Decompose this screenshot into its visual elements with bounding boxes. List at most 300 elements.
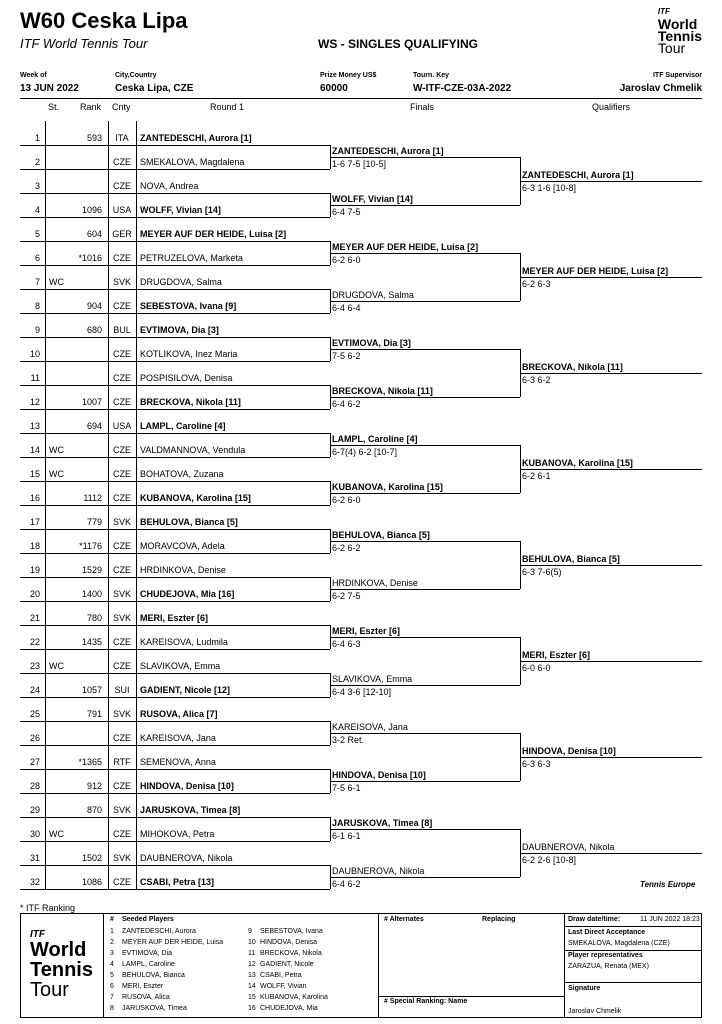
qualifier-winner: DAUBNEROVA, Nikola [522,842,615,852]
player-line [20,289,330,290]
col-round1: Round 1 [210,102,245,112]
round2-score: 6-2 6-2 [332,543,361,553]
round2-winner: HINDOVA, Denisa [10] [332,770,426,780]
key-label: Tourn. Key [413,72,450,79]
round2-score: 6-4 6-3 [332,639,361,649]
player-country: CZE [113,301,131,311]
player-status: WC [49,829,64,839]
player-country: CZE [113,877,131,887]
player-status: WC [49,661,64,671]
prize-label: Prize Money US$ [320,72,377,79]
player-name: ZANTEDESCHI, Aurora [1] [140,133,252,143]
player-country: CZE [113,541,131,551]
signature-value: Jaroslav Chmelik [568,1008,622,1015]
round2-winner: DRUGDOVA, Salma [332,290,414,300]
seed-name: SEBESTOVA, Ivana [260,928,323,935]
player-name: GADIENT, Nicole [12] [140,685,231,695]
player-name: MORAVCOVA, Adela [140,541,225,551]
qualifier-winner: BRECKOVA, Nikola [11] [522,362,623,372]
player-rank: 1112 [83,493,102,503]
player-number: 15 [29,469,40,479]
player-country: CZE [113,493,131,503]
player-country: SVK [112,613,131,623]
tour-subtitle: ITF World Tennis Tour [20,36,148,51]
qualifier-winner: MERI, Eszter [6] [522,650,591,660]
round2-score: 6-4 7-5 [332,207,361,217]
player-rank: 779 [86,517,102,527]
qualifier-winner: BEHULOVA, Bianca [5] [522,554,620,564]
round2-line [330,541,520,542]
player-line [20,529,330,530]
player-number: 3 [34,181,40,191]
itf-ranking-note: * ITF Ranking [20,903,76,913]
itf-logo-line4: Tour [657,40,686,56]
player-line [20,865,330,866]
seed-name: EVTIMOVA, Dia [122,950,173,957]
qualifier-winner: KUBANOVA, Karolina [15] [522,458,633,468]
tennis-europe-logo [640,880,695,889]
player-name: LAMPL, Caroline [4] [140,421,226,431]
player-number: 22 [29,637,40,647]
qualifier-score: 6-2 2-6 [10-8] [522,855,577,865]
round2-line [330,253,520,254]
seed-name: LAMPL, Caroline [122,961,175,968]
seed-number: 13 [248,972,256,979]
qualifier-line [520,853,702,854]
player-rank: *1365 [78,757,102,767]
seed-name: MERI, Eszter [122,983,164,990]
player-country: SVK [112,589,131,599]
player-line [20,505,330,506]
player-line [20,625,330,626]
player-country: SVK [112,517,131,527]
player-number: 27 [29,757,40,767]
player-line [20,409,330,410]
round2-score: 6-2 6-0 [332,255,361,265]
round2-score: 6-7(4) 6-2 [10-7] [332,447,398,457]
player-number: 10 [29,349,40,359]
player-name: PETRUZELOVA, Marketa [140,253,243,263]
qualifier-line [520,757,702,758]
round2-score: 3-2 Ret. [332,735,365,745]
round2-line [330,733,520,734]
player-line [20,265,330,266]
seed-name: WOLFF, Vivian [260,983,307,990]
player-rank: 791 [86,709,102,719]
seed-number: 8 [110,1005,114,1012]
round2-winner: JARUSKOVA, Timea [8] [332,818,433,828]
player-line [20,793,330,794]
player-name: HRDINKOVA, Denise [140,565,226,575]
qualifier-winner: ZANTEDESCHI, Aurora [1] [522,170,634,180]
player-country: CZE [113,469,131,479]
player-number: 32 [29,877,40,887]
player-line [20,217,330,218]
player-country: RTF [113,757,131,767]
player-name: MERI, Eszter [6] [140,613,209,623]
player-name: BRECKOVA, Nikola [11] [140,397,241,407]
player-line [20,241,330,242]
player-name: JARUSKOVA, Timea [8] [140,805,241,815]
player-number: 25 [29,709,40,719]
city-label: City,Country [115,72,157,79]
player-name: RUSOVA, Alica [7] [140,709,218,719]
player-country: CZE [113,445,131,455]
seed-name: KUBANOVA, Karolina [260,994,328,1001]
player-line [20,601,330,602]
player-name: DAUBNEROVA, Nikola [140,853,233,863]
round2-line [330,685,520,686]
event-name: WS - SINGLES QUALIFYING [318,37,479,51]
player-rank: 1086 [81,877,102,887]
footer-logo-line4: Tour [30,979,69,1001]
footer-logo-line2: World [30,939,87,961]
seeded-hash: # [110,916,114,923]
player-name: KAREISOVA, Jana [140,733,216,743]
player-line [20,361,330,362]
player-number: 28 [29,781,40,791]
player-line [20,577,330,578]
seed-name: JARUSKOVA, Timea [122,1005,187,1012]
player-country: SVK [112,853,131,863]
player-number: 21 [29,613,40,623]
player-status: WC [49,469,64,479]
qualifier-score: 6-0 6-0 [522,663,551,673]
player-number: 18 [29,541,40,551]
seed-name: HINDOVA, Denisa [260,939,318,946]
seed-number: 12 [248,961,256,968]
player-name: POSPISILOVA, Denisa [140,373,233,383]
round2-line [330,589,520,590]
itf-logo-line2: World [657,16,698,32]
player-country: CZE [113,397,131,407]
player-line [20,721,330,722]
qualifier-line [520,373,702,374]
player-number: 17 [29,517,40,527]
seed-number: 9 [248,928,252,935]
itf-logo [658,6,702,54]
player-line [20,313,330,314]
round2-line [330,877,520,878]
alternates-label: # Alternates [384,916,424,923]
col-st: St. [48,102,60,112]
replacing-label: Replacing [482,916,516,923]
seed-number: 1 [110,928,114,935]
round2-score: 1-6 7-5 [10-5] [332,159,387,169]
key-value: W-ITF-CZE-03A-2022 [413,83,512,94]
player-line [20,145,330,146]
seed-name: MEYER AUF DER HEIDE, Luisa [122,939,224,946]
player-country: CZE [113,157,131,167]
player-name: CSABI, Petra [13] [140,877,215,887]
player-line [20,193,330,194]
footer-logo-line1: ITF [30,929,45,940]
qualifier-line [520,277,702,278]
col-qualifiers: Qualifiers [592,102,631,112]
player-name: MEYER AUF DER HEIDE, Luisa [2] [140,229,287,239]
col-cnty: Cnty [112,102,131,112]
player-status: WC [49,277,64,287]
player-name: CHUDEJOVA, Mia [16] [140,589,235,599]
player-name: MIHOKOVA, Petra [140,829,215,839]
itf-logo-line3: Tennis [657,28,702,44]
round2-score: 7-5 6-2 [332,351,361,361]
city-value: Ceska Lipa, CZE [115,83,194,94]
player-number: 30 [29,829,40,839]
player-name: SEMENOVA, Anna [140,757,216,767]
round2-winner: SLAVIKOVA, Emma [332,674,413,684]
round2-line [330,205,520,206]
round2-winner: MEYER AUF DER HEIDE, Luisa [2] [332,242,479,252]
player-line [20,433,330,434]
player-country: ITA [115,133,129,143]
special-ranking-label: # Special Ranking: Name [384,998,468,1005]
qualifier-line [520,181,702,182]
player-line [20,769,330,770]
player-number: 16 [29,493,40,503]
player-name: DRUGDOVA, Salma [140,277,222,287]
player-country: GER [112,229,132,239]
round2-line [330,637,520,638]
prize-value: 60000 [320,83,348,94]
round2-winner: ZANTEDESCHI, Aurora [1] [332,146,444,156]
player-rank: 1057 [81,685,102,695]
player-line [20,169,330,170]
player-number: 13 [29,421,40,431]
player-line [20,817,330,818]
player-name: HINDOVA, Denisa [10] [140,781,234,791]
round2-winner: EVTIMOVA, Dia [3] [332,338,411,348]
player-rank: 1529 [81,565,102,575]
lda-label: Last Direct Acceptance [568,929,646,936]
round2-winner: HRDINKOVA, Denise [332,578,418,588]
player-name: SMEKALOVA, Magdalena [140,157,245,167]
seed-name: CSABI, Petra [260,972,302,979]
player-rank: 1502 [81,853,102,863]
player-country: SVK [112,277,131,287]
player-line [20,385,330,386]
qualifier-line [520,565,702,566]
player-rank: 904 [86,301,102,311]
round2-line [330,829,520,830]
player-country: CZE [113,733,131,743]
round2-line [330,493,520,494]
round2-winner: MERI, Eszter [6] [332,626,401,636]
round2-winner: DAUBNEROVA, Nikola [332,866,425,876]
round2-line [330,157,520,158]
player-country: BUL [113,325,131,335]
player-rank: *1176 [79,541,102,551]
round2-score: 6-2 7-5 [332,591,361,601]
round2-score: 6-4 3-6 [12-10] [332,687,392,697]
round2-line [330,781,520,782]
player-rank: 1400 [81,589,102,599]
player-country: SVK [112,805,131,815]
player-country: CZE [113,661,131,671]
player-line [20,673,330,674]
player-country: CZE [113,253,131,263]
tournament-title: W60 Ceska Lipa [20,8,188,33]
round2-winner: BRECKOVA, Nikola [11] [332,386,433,396]
seed-number: 6 [110,983,114,990]
seed-name: BEHULOVA, Bianca [122,972,185,979]
qualifier-winner: HINDOVA, Denisa [10] [522,746,616,756]
seed-number: 16 [248,1005,256,1012]
signature-label: Signature [568,985,601,992]
week-label: Week of [20,72,47,79]
player-line [20,697,330,698]
player-country: CZE [113,373,131,383]
reps-label: Player representatives [568,952,643,959]
qualifier-winner: MEYER AUF DER HEIDE, Luisa [2] [522,266,669,276]
player-number: 12 [29,397,40,407]
seed-name: ZANTEDESCHI, Aurora [122,928,196,935]
player-rank: 1435 [81,637,102,647]
round2-score: 6-4 6-2 [332,879,361,889]
player-number: 6 [34,253,40,263]
player-country: CZE [113,349,131,359]
round2-winner: LAMPL, Caroline [4] [332,434,418,444]
player-name: KUBANOVA, Karolina [15] [140,493,251,503]
player-line [20,457,330,458]
supervisor-label: ITF Supervisor [652,72,702,79]
qualifier-line [520,469,702,470]
seed-number: 5 [110,972,114,979]
player-rank: 912 [86,781,102,791]
qualifier-score: 6-3 6-2 [522,375,551,385]
player-number: 26 [29,733,40,743]
player-country: USA [112,421,132,431]
round2-score: 6-1 6-1 [332,831,361,841]
player-name: SEBESTOVA, Ivana [9] [140,301,237,311]
qualifier-score: 6-2 6-1 [522,471,551,481]
player-country: CZE [113,781,131,791]
player-number: 24 [29,685,40,695]
seed-number: 7 [110,994,114,1001]
player-rank: *1016 [78,253,102,263]
player-name: WOLFF, Vivian [14] [140,205,221,215]
player-number: 8 [34,301,40,311]
col-finals: Finals [410,102,435,112]
seed-number: 3 [110,950,114,957]
player-line [20,841,330,842]
round2-line [330,301,520,302]
round2-score: 6-2 6-0 [332,495,361,505]
player-rank: 694 [86,421,102,431]
player-line [20,481,330,482]
player-country: USA [112,205,132,215]
qualifier-score: 6-3 6-3 [522,759,551,769]
seed-number: 11 [248,950,256,957]
player-country: CZE [113,565,131,575]
seeded-title: Seeded Players [122,916,174,923]
player-number: 11 [30,373,40,383]
player-line [20,649,330,650]
seed-name: RUSOVA, Alica [122,994,170,1001]
player-name: VALDMANNOVA, Vendula [140,445,246,455]
tennis-europe-line2: Europe [667,880,696,889]
supervisor-value: Jaroslav Chmelik [619,83,702,94]
player-number: 1 [34,133,40,143]
player-rank: 1096 [81,205,102,215]
player-name: BEHULOVA, Bianca [5] [140,517,238,527]
player-country: SVK [112,709,131,719]
seed-name: GADIENT, Nicole [260,961,314,968]
seed-number: 15 [248,994,256,1001]
player-rank: 1007 [81,397,102,407]
player-name: BOHATOVA, Zuzana [140,469,224,479]
player-name: KAREISOVA, Ludmila [140,637,228,647]
player-line [20,745,330,746]
round2-winner: KUBANOVA, Karolina [15] [332,482,443,492]
itf-logo-footer [30,930,93,1000]
player-number: 7 [34,277,40,287]
player-country: SUI [114,685,130,695]
draw-date-value: 11 JUN 2022 18:23 [640,916,700,923]
seed-number: 14 [248,983,256,990]
player-line [20,337,330,338]
player-number: 5 [34,229,40,239]
week-value: 13 JUN 2022 [20,83,79,94]
qualifier-score: 6-3 7-6(5) [522,567,562,577]
player-rank: 780 [86,613,102,623]
player-name: SLAVIKOVA, Emma [140,661,221,671]
player-number: 14 [29,445,40,455]
player-line [20,553,330,554]
reps-value: ZARAZUA, Renata (MEX) [568,963,649,970]
qualifier-line [520,661,702,662]
seed-number: 4 [110,961,114,968]
col-rank: Rank [80,102,102,112]
player-rank: 680 [86,325,102,335]
round2-winner: BEHULOVA, Bianca [5] [332,530,430,540]
player-country: CZE [113,637,131,647]
round2-line [330,445,520,446]
header-divider [20,98,702,99]
round2-score: 7-5 6-1 [332,783,361,793]
player-country: CZE [113,181,131,191]
player-number: 2 [34,157,40,167]
round2-score: 6-4 6-2 [332,399,361,409]
draw-date-label: Draw date/time: [568,916,621,923]
tennis-europe-line1: Tennis [640,880,666,889]
round2-line [330,397,520,398]
round2-score: 6-4 6-4 [332,303,361,313]
player-number: 19 [29,565,40,575]
player-line [20,889,330,890]
qualifier-score: 6-2 6-3 [522,279,551,289]
round2-line [330,349,520,350]
qualifier-score: 6-3 1-6 [10-8] [522,183,577,193]
seed-name: CHUDEJOVA, Mia [260,1005,318,1012]
seed-name: BRECKOVA, Nikola [260,950,322,957]
player-number: 23 [29,661,40,671]
footer-logo-line3: Tennis [30,959,93,981]
seed-number: 10 [248,939,256,946]
player-number: 31 [29,853,40,863]
player-number: 4 [34,205,40,215]
player-name: EVTIMOVA, Dia [3] [140,325,219,335]
player-rank: 604 [86,229,102,239]
round2-winner: WOLFF, Vivian [14] [332,194,413,204]
player-number: 20 [29,589,40,599]
lda-value: SMEKALOVA, Magdalena (CZE) [568,940,670,947]
player-name: KOTLIKOVA, Inez Maria [140,349,238,359]
player-status: WC [49,445,64,455]
player-number: 9 [34,325,40,335]
itf-logo-line1: ITF [657,7,670,16]
round2-winner: KAREISOVA, Jana [332,722,408,732]
